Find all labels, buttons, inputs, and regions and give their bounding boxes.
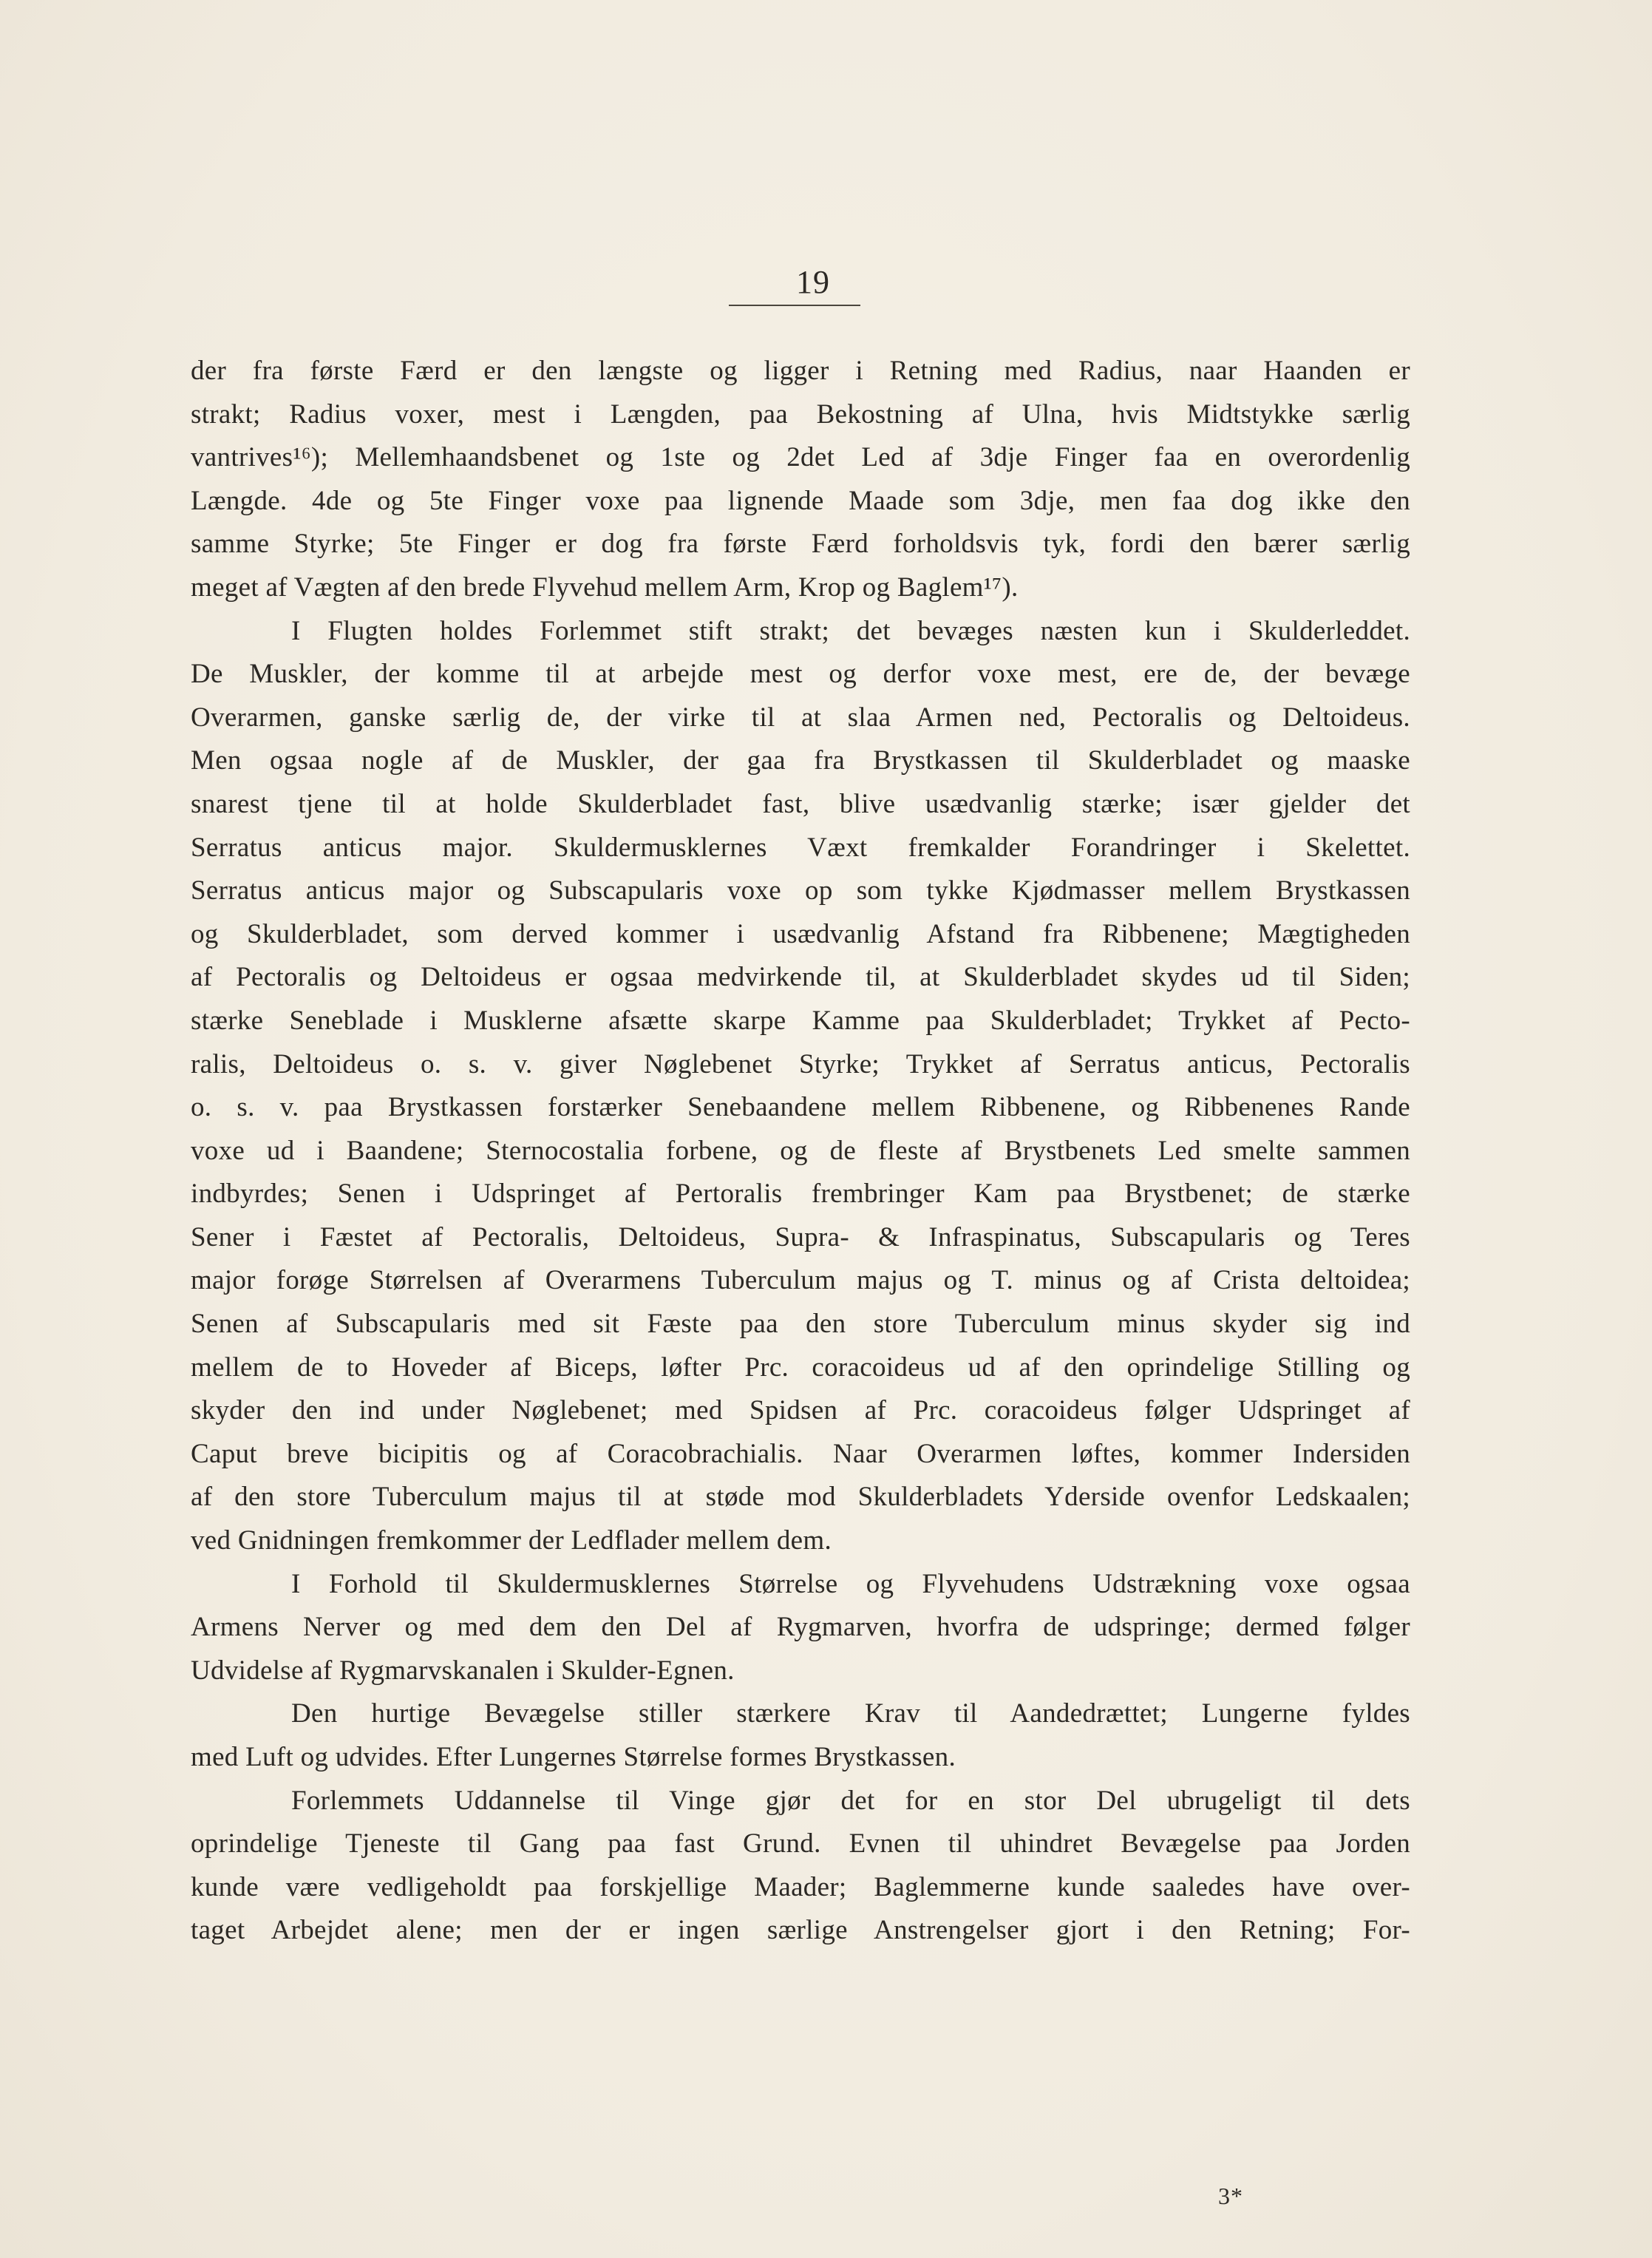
text-line: med Luft og udvides. Efter Lungernes Størrelse formes Brystkassen. — [191, 1742, 956, 1772]
text-line: Overarmen, ganske særlig de, der virke til at slaa Armen ned, Pectoralis og Deltoideus. — [191, 702, 1410, 733]
text-line: skyder den ind under Nøglebenet; med Spidsen af Prc. coracoideus følger Udspringet af — [191, 1395, 1410, 1426]
text-line: ved Gnidningen fremkommer der Ledflader mellem dem. — [191, 1525, 832, 1556]
text-line: indbyrdes; Senen i Udspringet af Pertoralis frembringer Kam paa Brystbenet; de stærke — [191, 1179, 1410, 1210]
text-line: snarest tjene til at holde Skulderbladet fast, blive usædvanlig stærke; især gjelder det — [191, 788, 1410, 819]
text-line: af Pectoralis og Deltoideus er ogsaa medvirkende til, at Skulderbladet skydes ud til Siden; — [191, 962, 1410, 993]
text-line: mellem de to Hoveder af Biceps, løfter Prc. coracoideus ud af den oprindelige Stilling og — [191, 1352, 1410, 1383]
text-line: Udvidelse af Rygmarvskanalen i Skulder-Egnen. — [191, 1655, 735, 1686]
text-line: Forlemmets Uddannelse til Vinge gjør det for en stor Del ubrugeligt til dets — [291, 1785, 1410, 1816]
text-line: vantrives¹⁶); Mellemhaandsbenet og 1ste og 2det Led af 3dje Finger faa en overordenlig — [191, 442, 1410, 473]
body-text — [191, 350, 1410, 1953]
page-number: 19 — [796, 264, 830, 300]
text-line: Serratus anticus major. Skuldermusklernes Væxt fremkalder Forandringer i Skelettet. — [191, 832, 1410, 863]
text-line: Den hurtige Bevægelse stiller stærkere Krav til Aandedrættet; Lungerne fyldes — [291, 1698, 1410, 1729]
text-line: Sener i Fæstet af Pectoralis, Deltoideus, Supra- & Infraspinatus, Subscapularis og Teres — [191, 1221, 1410, 1252]
text-line: ralis, Deltoideus o. s. v. giver Nøglebenet Styrke; Trykket af Serratus anticus, Pectoralis — [191, 1048, 1410, 1079]
text-line: og Skulderbladet, som derved kommer i usædvanlig Afstand fra Ribbenene; Mægtigheden — [191, 918, 1410, 949]
text-line: De Muskler, der komme til at arbejde mest og derfor voxe mest, ere de, der bevæge — [191, 659, 1410, 690]
text-line: taget Arbejdet alene; men der er ingen særlige Anstrengelser gjort i den Retning; For- — [191, 1915, 1410, 1946]
text-line: strakt; Radius voxer, mest i Længden, paa Bekostning af Ulna, hvis Midtstykke særlig — [191, 399, 1410, 430]
text-line: I Flugten holdes Forlemmet stift strakt; det bevæges næsten kun i Skulderleddet. — [291, 615, 1410, 646]
text-line: o. s. v. paa Brystkassen forstærker Senebaandene mellem Ribbenene, og Ribbenenes Rande — [191, 1092, 1410, 1123]
text-line: Senen af Subscapularis med sit Fæste paa den store Tuberculum minus skyder sig ind — [191, 1309, 1410, 1340]
text-line: der fra første Færd er den længste og ligger i Retning med Radius, naar Haanden er — [191, 356, 1410, 386]
text-line: Caput breve bicipitis og af Coracobrachialis. Naar Overarmen løftes, kommer Indersiden — [191, 1438, 1410, 1469]
text-line: Længde. 4de og 5te Finger voxe paa lignende Maade som 3dje, men faa dog ikke den — [191, 485, 1410, 516]
text-line: I Forhold til Skuldermusklernes Størrelse og Flyvehudens Udstrækning voxe ogsaa — [291, 1568, 1410, 1599]
text-line: major forøge Størrelsen af Overarmens Tuberculum majus og T. minus og af Crista deltoidea; — [191, 1265, 1410, 1296]
text-line: oprindelige Tjeneste til Gang paa fast Grund. Evnen til uhindret Bevægelse paa Jorden — [191, 1828, 1410, 1859]
text-line: Armens Nerver og med dem den Del af Rygmarven, hvorfra de udspringe; dermed følger — [191, 1612, 1410, 1643]
text-line: voxe ud i Baandene; Sternocostalia forbene, og de fleste af Brystbenets Led smelte sammen — [191, 1135, 1410, 1166]
text-line: samme Styrke; 5te Finger er dog fra første Færd forholdsvis tyk, fordi den bærer særlig — [191, 529, 1410, 560]
text-line: af den store Tuberculum majus til at støde mod Skulderbladets Yderside ovenfor Ledskaalen; — [191, 1482, 1410, 1513]
text-line: Serratus anticus major og Subscapularis voxe op som tykke Kjødmasser mellem Brystkassen — [191, 875, 1410, 906]
text-line: stærke Seneblade i Musklerne afsætte skarpe Kamme paa Skulderbladet; Trykket af Pecto- — [191, 1005, 1410, 1036]
text-line: Men ogsaa nogle af de Muskler, der gaa fra Brystkassen til Skulderbladet og maaske — [191, 745, 1410, 776]
text-line: kunde være vedligeholdt paa forskjellige Maader; Baglemmerne kunde saaledes have over- — [191, 1871, 1410, 1902]
signature-mark: 3* — [1218, 2183, 1243, 2209]
text-line: meget af Vægten af den brede Flyvehud mellem Arm, Krop og Baglem¹⁷). — [191, 572, 1019, 603]
page-number-rule — [729, 305, 860, 306]
